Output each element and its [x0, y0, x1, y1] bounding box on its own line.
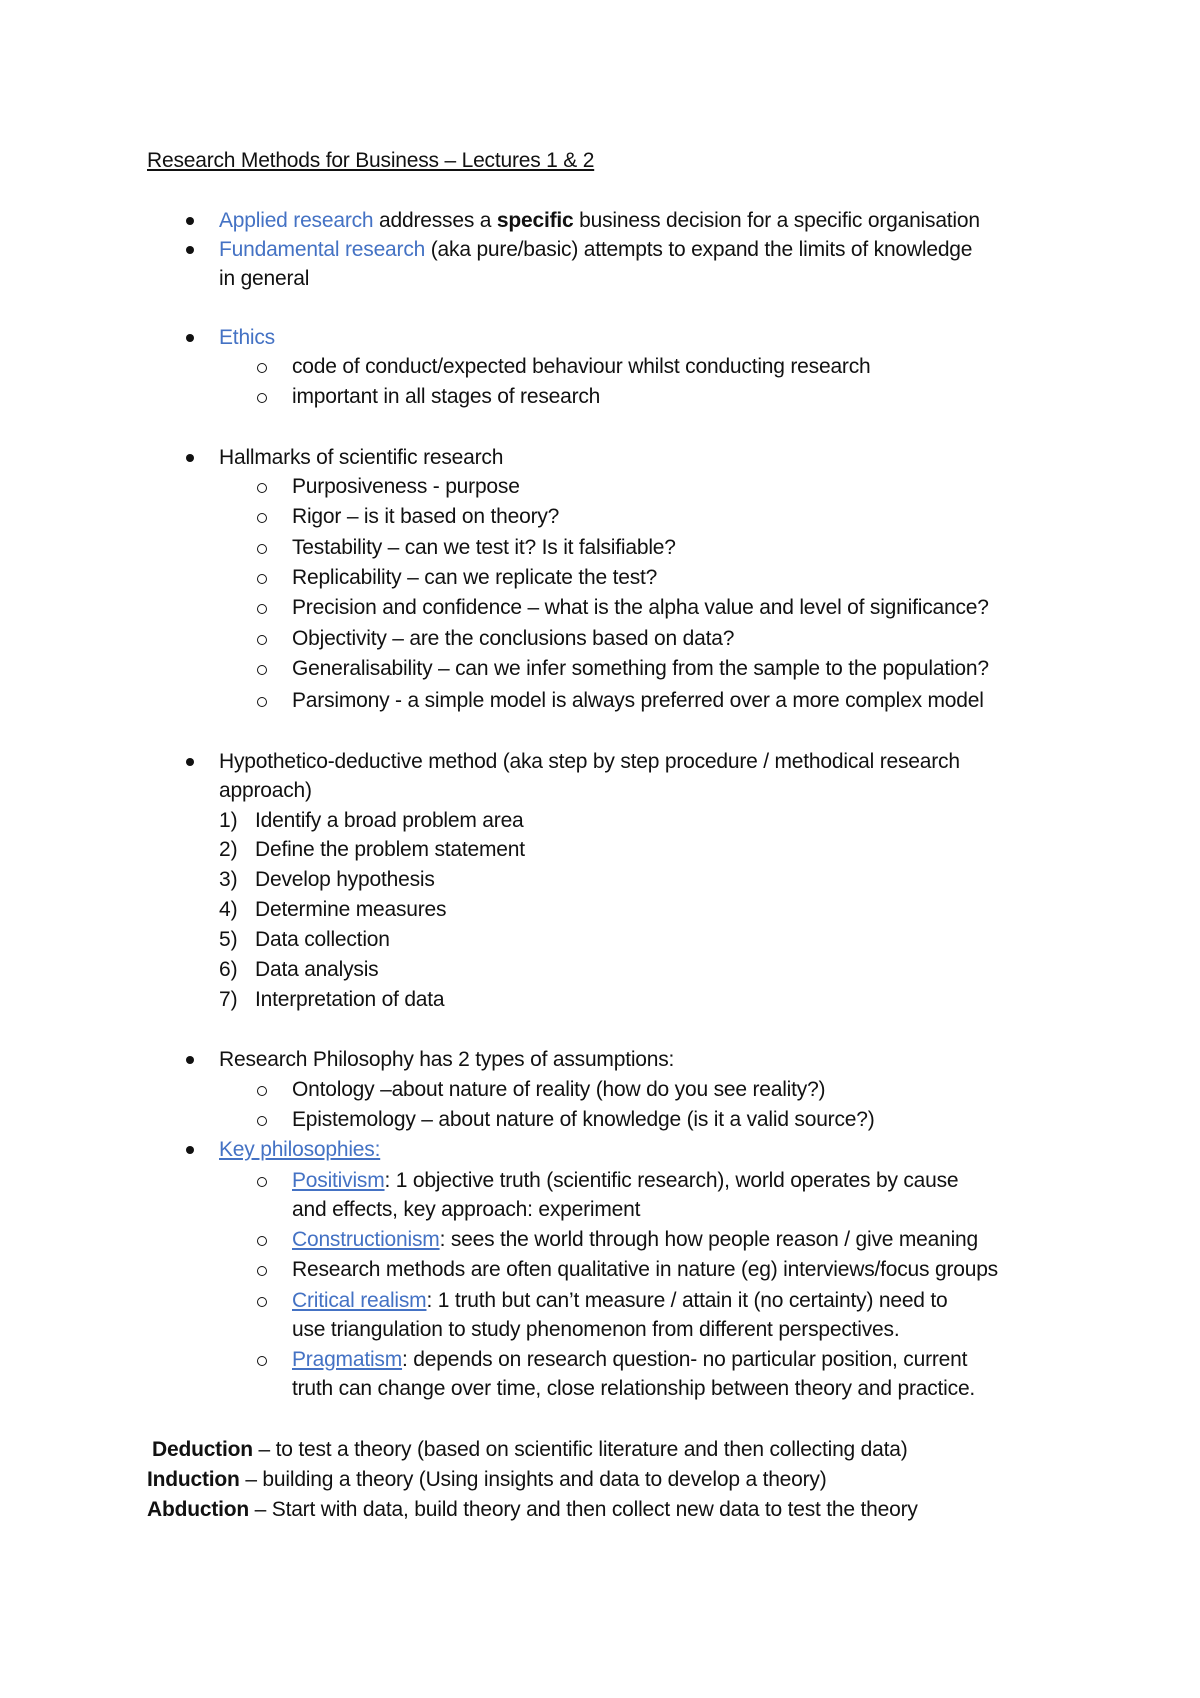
sub-bullet-icon: [257, 363, 267, 373]
sub-bullet-icon: [257, 665, 267, 675]
reasoning-deduction: Deduction – to test a theory (based on scientific literature and then collecting data): [152, 1438, 908, 1461]
page-title: Research Methods for Business – Lectures 1 & 2: [147, 149, 595, 172]
step-number: 2): [219, 838, 238, 861]
step-number: 4): [219, 898, 238, 921]
hallmark-item: Purposiveness - purpose: [292, 475, 520, 498]
bullet-icon: [186, 1056, 194, 1064]
ethics-item: important in all stages of research: [292, 385, 601, 408]
sub-bullet-icon: [257, 574, 267, 584]
hypothetico-label: Hypothetico-deductive method (aka step by step procedure / methodical research: [219, 750, 960, 773]
bullet-icon: [186, 1146, 194, 1154]
critical-realism-link[interactable]: Critical realism: [292, 1289, 427, 1312]
constructionism-item: Constructionism: sees the world through how people reason / give meaning: [292, 1228, 979, 1251]
sub-bullet-icon: [257, 1086, 267, 1096]
term-fundamental-research: Fundamental research: [219, 238, 426, 261]
philosophy-item: Ontology –about nature of reality (how do you see reality?): [292, 1078, 826, 1101]
sub-bullet-icon: [257, 1356, 267, 1366]
step-text: Identify a broad problem area: [255, 809, 524, 832]
hypothetico-label-cont: approach): [219, 779, 312, 802]
bullet-icon: [186, 246, 194, 254]
step-text: Define the problem statement: [255, 838, 525, 861]
step-number: 6): [219, 958, 238, 981]
positivism-link[interactable]: Positivism: [292, 1169, 385, 1192]
pragmatism-item: Pragmatism: depends on research question- no particular position, current: [292, 1348, 968, 1371]
sub-bullet-icon: [257, 544, 267, 554]
bullet-fundamental: Fundamental research (aka pure/basic) attempts to expand the limits of knowledge: [219, 238, 973, 261]
pragmatism-link[interactable]: Pragmatism: [292, 1348, 403, 1371]
sub-bullet-icon: [257, 393, 267, 403]
hallmark-item: Replicability – can we replicate the test?: [292, 566, 658, 589]
critical-realism-cont: use triangulation to study phenomenon from different perspectives.: [292, 1318, 900, 1341]
sub-bullet-icon: [257, 604, 267, 614]
step-text: Develop hypothesis: [255, 868, 435, 891]
reasoning-abduction: Abduction – Start with data, build theory and then collect new data to test the theory: [147, 1498, 918, 1521]
step-number: 3): [219, 868, 238, 891]
sub-bullet-icon: [257, 1116, 267, 1126]
step-text: Interpretation of data: [255, 988, 445, 1011]
sub-bullet-icon: [257, 635, 267, 645]
bullet-icon: [186, 454, 194, 462]
sub-bullet-icon: [257, 1236, 267, 1246]
sub-bullet-icon: [257, 1297, 267, 1307]
hallmark-item: Generalisability – can we infer something from the sample to the population?: [292, 657, 989, 680]
sub-bullet-icon: [257, 483, 267, 493]
term-applied-research: Applied research: [219, 209, 374, 232]
qualitative-item: Research methods are often qualitative in nature (eg) interviews/focus groups: [292, 1258, 998, 1281]
step-text: Determine measures: [255, 898, 447, 921]
hallmark-item: Testability – can we test it? Is it falsifiable?: [292, 536, 676, 559]
positivism-item: Positivism: 1 objective truth (scientific research), world operates by cause: [292, 1169, 959, 1192]
ethics-item: code of conduct/expected behaviour whilst conducting research: [292, 355, 871, 378]
positivism-cont: and effects, key approach: experiment: [292, 1198, 641, 1221]
philosophy-label: Research Philosophy has 2 types of assumptions:: [219, 1048, 675, 1071]
sub-bullet-icon: [257, 1266, 267, 1276]
hallmark-item: Precision and confidence – what is the alpha value and level of significance?: [292, 596, 989, 619]
sub-bullet-icon: [257, 513, 267, 523]
constructionism-link[interactable]: Constructionism: [292, 1228, 440, 1251]
sub-bullet-icon: [257, 697, 267, 707]
bullet-icon: [186, 758, 194, 766]
step-text: Data analysis: [255, 958, 379, 981]
bullet-fundamental-cont: in general: [219, 267, 310, 290]
critical-realism-item: Critical realism: 1 truth but can’t measure / attain it (no certainty) need to: [292, 1289, 948, 1312]
hallmark-item: Objectivity – are the conclusions based on data?: [292, 627, 735, 650]
step-text: Data collection: [255, 928, 390, 951]
bullet-icon: [186, 217, 194, 225]
key-philosophies-link[interactable]: Key philosophies:: [219, 1138, 381, 1161]
step-number: 1): [219, 809, 238, 832]
bullet-icon: [186, 334, 194, 342]
hallmark-item: Rigor – is it based on theory?: [292, 505, 560, 528]
hallmarks-label: Hallmarks of scientific research: [219, 446, 504, 469]
sub-bullet-icon: [257, 1177, 267, 1187]
philosophy-item: Epistemology – about nature of knowledge (is it a valid source?): [292, 1108, 875, 1131]
bullet-applied: Applied research addresses a specific business decision for a specific organisation: [219, 209, 980, 232]
hallmark-item: Parsimony - a simple model is always preferred over a more complex model: [292, 689, 984, 712]
term-ethics: Ethics: [219, 326, 275, 349]
step-number: 7): [219, 988, 238, 1011]
step-number: 5): [219, 928, 238, 951]
pragmatism-cont: truth can change over time, close relationship between theory and practice.: [292, 1377, 976, 1400]
reasoning-induction: Induction – building a theory (Using insights and data to develop a theory): [147, 1468, 827, 1491]
